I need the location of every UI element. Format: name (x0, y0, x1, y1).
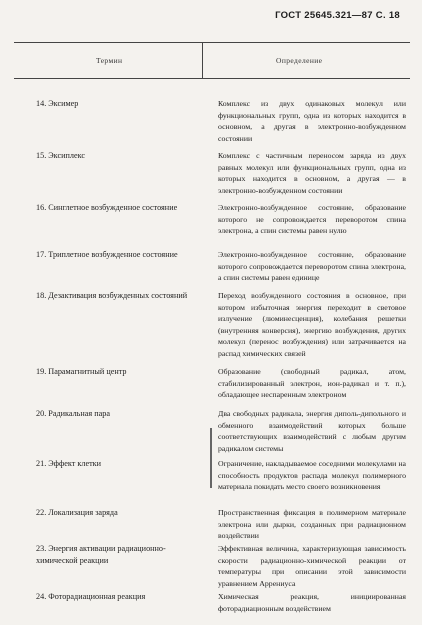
page-header: ГОСТ 25645.321—87 С. 18 (275, 10, 400, 21)
term-17: 17. Триплетное возбужденное состояние (36, 250, 178, 259)
definition-20: Два свободных радикала, энергия диполь-дипольного и обменного взаимодействий которых больше соответствующих взаимодействий с любым другим радикалом системы (218, 409, 406, 453)
term-18: 18. Дезактивация возбужденных состояний (36, 291, 188, 300)
definition-21: Ограничение, накладываемое соседними молекулами на способность продуктов распада молекул полимерного материала покидать место своего возникновения (218, 459, 406, 491)
definition-18: Переход возбужденного состояния в основное, при котором избыточная энергия переходит в световое излучение (люминесценция), колебания решетки (внутренняя конверсия), энергию возбуждения, других молекул (перенос возбуждения) или затрачивается на распад химических связей (218, 291, 406, 358)
term-21: 21. Эффект клетки (36, 459, 102, 468)
term-14: 14. Эксимер (36, 99, 79, 108)
table-top-rule (14, 42, 410, 43)
definition-19: Образование (свободный радикал, атом, стабилизированный электрон, ион-радикал и т. п.), обладающее неспаренным электроном (218, 367, 406, 399)
term-24: 24. Фоторадиационная реакция (36, 592, 146, 601)
definition-22: Пространственная фиксация в полимерном материале электрона или дырки, созданных при радиационном воздействии (218, 508, 406, 540)
term-19: 19. Парамагнитный центр (36, 367, 127, 376)
header-bottom-rule (14, 78, 410, 79)
definition-15: Комплекс с частичным переносом заряда из двух равных молекул или функциональных групп, одна из которых находится в основном, а другая — в электронно-возбужденном состоянии (218, 151, 406, 195)
definition-column-header: Определение (276, 56, 323, 65)
term-15: 15. Эксиплекс (36, 151, 85, 160)
definition-17: Электронно-возбужденное состояние, образование которого сопровождается переворотом спина электрона, а спин системы равен единице (218, 250, 406, 282)
term-23: 23. Энергия активации радиационно-химической реакции (36, 544, 166, 565)
definition-14: Комплекс из двух одинаковых молекул или функциональных групп, одна из которых находится в основном, а другая в электронно-возбужденном состоянии (218, 99, 406, 143)
column-divider (202, 42, 203, 78)
definition-23: Эффективная величина, характеризующая зависимость скорости радиационно-химической реакции от температуры при описании этой зависимости уравнением Аррениуса (218, 544, 406, 588)
term-column-header: Термин (96, 56, 123, 65)
term-20: 20. Радикальная пара (36, 409, 110, 418)
definition-24: Химическая реакция, инициированная фоторадиационным воздействием (218, 592, 406, 613)
definition-16: Электронно-возбужденное состояние, образование которого не сопровождается переворотом спина электрона, а спин системы равен нулю (218, 203, 406, 235)
term-16: 16. Синглетное возбужденное состояние (36, 203, 178, 212)
term-22: 22. Локализация заряда (36, 508, 118, 517)
scan-mark (210, 428, 212, 488)
